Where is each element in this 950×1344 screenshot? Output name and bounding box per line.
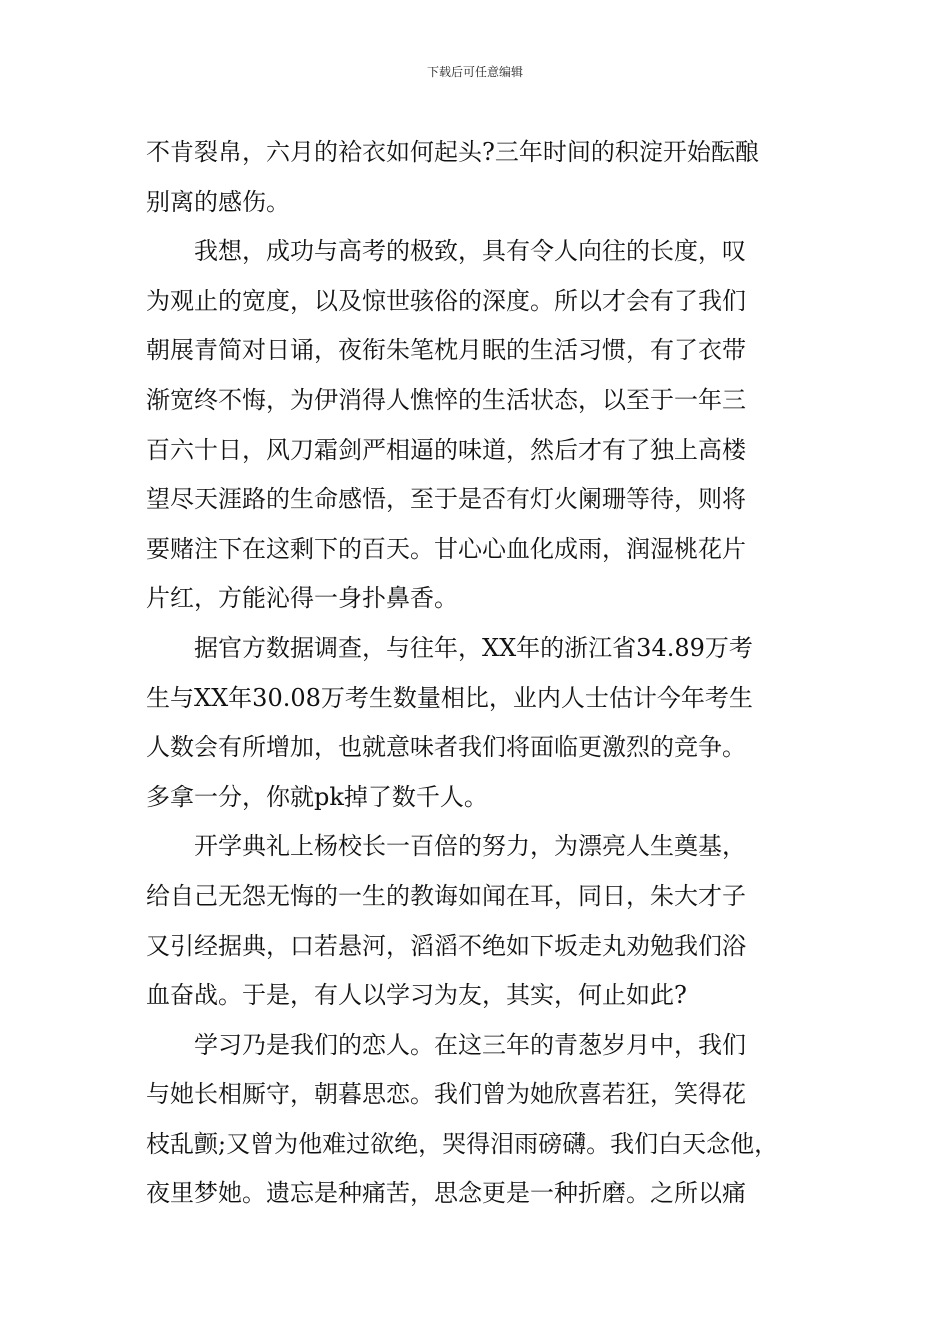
text-line: 人数会有所增加，也就意味者我们将面临更激烈的竞争。	[146, 733, 746, 762]
text-line: 血奋战。于是，有人以学习为友，其实，何止如此?	[146, 981, 687, 1010]
text-line: 与她长相厮守，朝暮思恋。我们曾为她欣喜若狂，笑得花	[146, 1080, 746, 1109]
text-line: 朝展青简对日诵，夜衔朱笔枕月眠的生活习惯，有了衣带	[146, 336, 746, 365]
text-line: 不肯裂帛，六月的袷衣如何起头?三年时间的积淀开始酝酿	[146, 138, 759, 166]
text-line: 枝乱颤;又曾为他难过欲绝，哭得泪雨磅礴。我们白天念他，	[146, 1129, 779, 1158]
text-line: 望尽天涯路的生命感悟，至于是否有灯火阑珊等待，则将	[146, 485, 746, 514]
text-line: 又引经据典，口若悬河，滔滔不绝如下坂走丸劝勉我们浴	[146, 931, 746, 960]
text-line: 百六十日，风刀霜剑严相逼的味道，然后才有了独上高楼	[146, 435, 746, 464]
text-line: 给自己无怨无悔的一生的教诲如闻在耳，同日，朱大才子	[146, 881, 746, 910]
text-line: 我想，成功与高考的极致，具有令人向往的长度，叹	[146, 237, 746, 266]
text-line: 别离的感伤。	[146, 187, 290, 216]
text-line: 多拿一分，你就pk掉了数千人。	[146, 782, 488, 811]
text-line: 夜里梦她。遗忘是种痛苦，思念更是一种折磨。之所以痛	[146, 1179, 746, 1208]
text-line: 为观止的宽度，以及惊世骇俗的深度。所以才会有了我们	[146, 286, 746, 315]
text-line: 开学典礼上杨校长一百倍的努力，为漂亮人生奠基，	[146, 832, 746, 861]
text-line: 渐宽终不悔，为伊消得人憔悴的生活状态，以至于一年三	[146, 385, 746, 414]
document-body	[146, 128, 826, 1219]
text-line: 要赌注下在这剩下的百天。甘心心血化成雨，润湿桃花片	[146, 534, 746, 563]
page-header: 下载后可任意编辑	[426, 65, 523, 79]
text-line: 生与XX年30.08万考生数量相比，业内人士估计今年考生	[146, 683, 753, 712]
text-line: 学习乃是我们的恋人。在这三年的青葱岁月中，我们	[146, 1030, 746, 1059]
text-line: 片红，方能沁得一身扑鼻香。	[146, 584, 458, 613]
text-line: 据官方数据调查，与往年，XX年的浙江省34.89万考	[146, 633, 753, 662]
